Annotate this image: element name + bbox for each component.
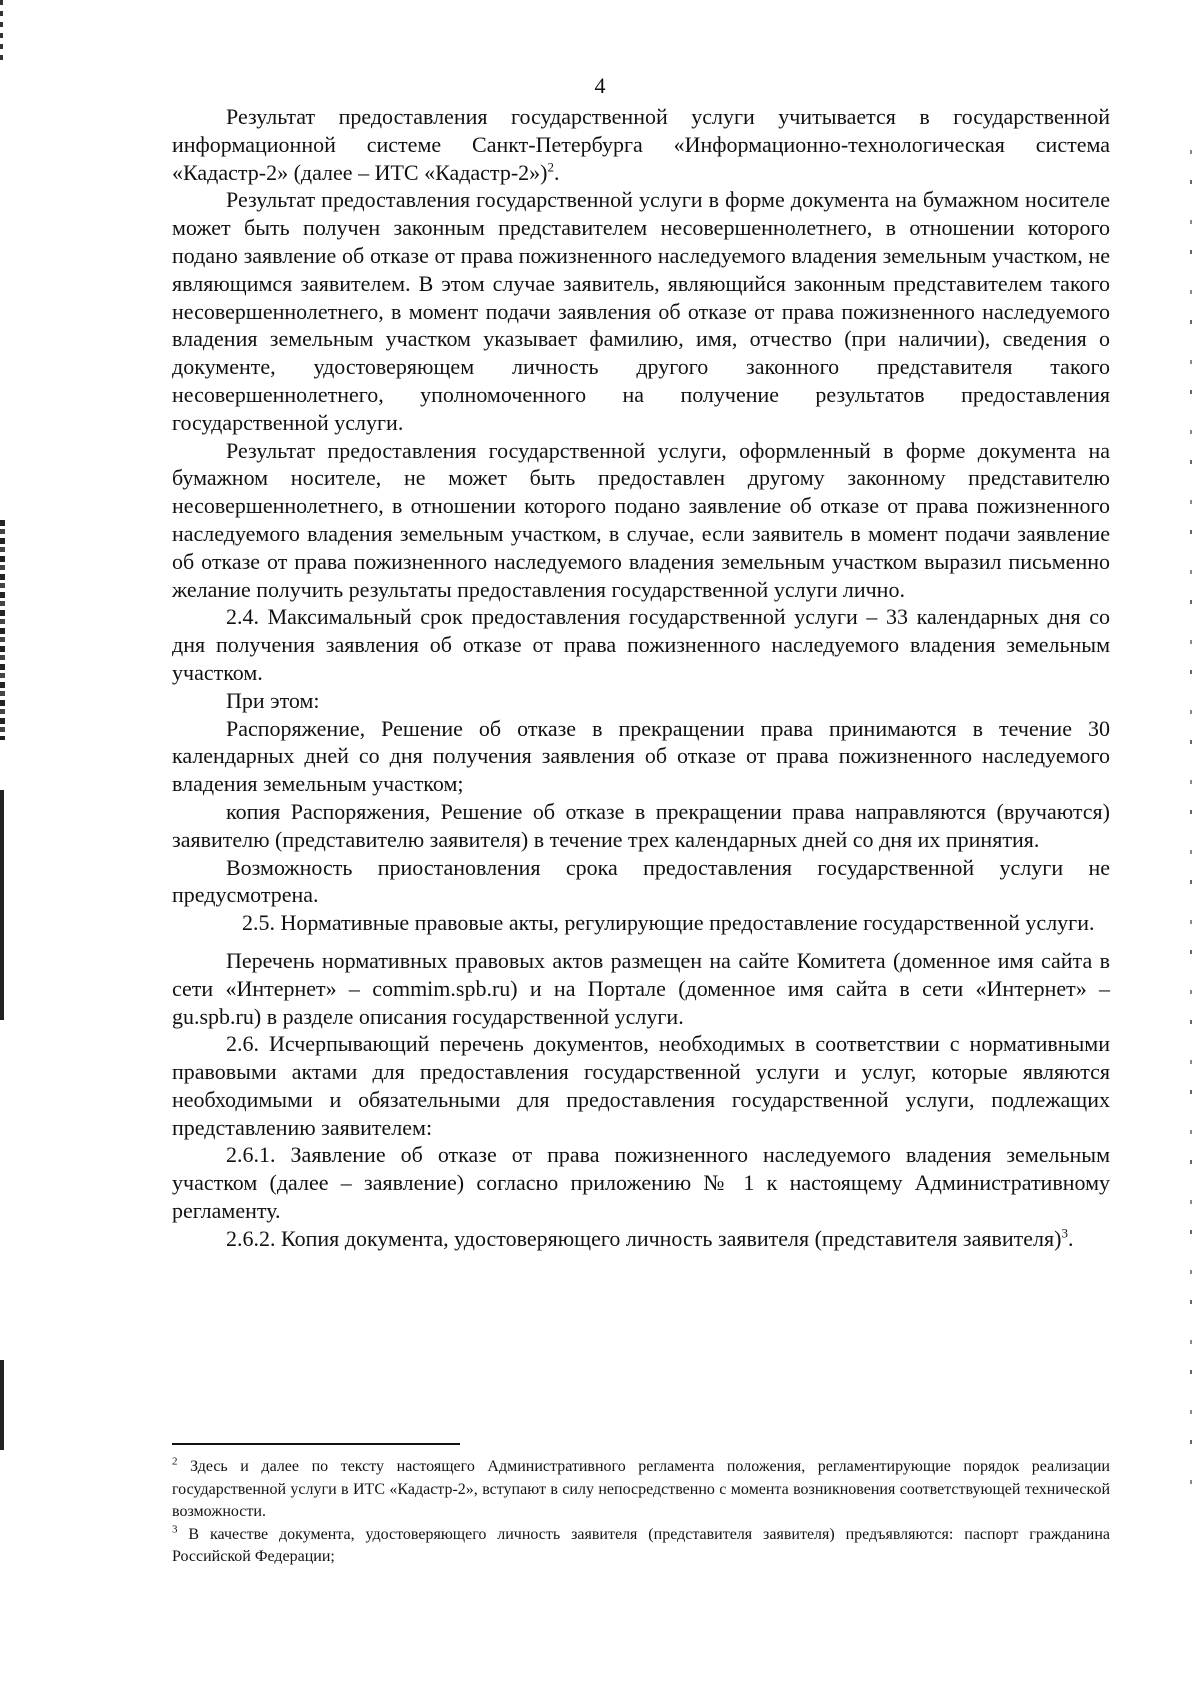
scan-artifact	[0, 790, 4, 1020]
footnote-ref: 2	[547, 159, 554, 175]
paragraph: При этом:	[226, 687, 320, 713]
footnote: $^3$ В качестве документа, удостоверяющего личность заявителя (представителя заявителя) предъявляются: паспорт гражданина Российской Федерации;	[172, 1523, 1110, 1565]
footnote: $^2$ Здесь и далее по тексту настоящего Административного регламента положения, регламентирующие порядок реализации государственной услуги в ИТС «Кадастр-2», вступают в силу непосредственно с момента возникновения соответствующей технической возможности.	[172, 1455, 1110, 1520]
paragraph: Перечень нормативных правовых актов размещен на сайте Комитета (доменное имя сайта в сети «Интернет» – commim.spb.ru) и на Портале (доменное имя сайта в сети «Интернет» – gu.spb.ru) в разделе описания государственной услуги.	[172, 947, 1110, 1029]
paragraph: 2.6.1. Заявление об отказе от права пожизненного наследуемого владения земельным участком (далее – заявление) согласно приложению № 1 к настоящему Административному регламенту.	[172, 1142, 1110, 1224]
page-number: 4	[594, 73, 606, 98]
paragraph: Результат предоставления государственной услуги, оформленный в форме документа на бумажном носителе, не может быть предоставлен другому законному представителю несовершеннолетнего, в отношении которого подано заявление об отказе от права пожизненного наследуемого владения земельным участком, в случае, если заявитель в момент подачи заявление об отказе от права пожизненного наследуемого владения земельным участком выразил письменно желание получить результаты предоставления государственной услуги лично.	[172, 437, 1110, 602]
section-heading: 2.5. Нормативные правовые акты, регулирующие предоставление государственной услуги.	[242, 910, 1095, 936]
body-text	[172, 103, 1110, 1253]
footnote-ref: 3	[1061, 1225, 1068, 1241]
paragraph: 2.4. Максимальный срок предоставления государственной услуги – 33 календарных дня со дня получения заявления об отказе от права пожизненного наследуемого владения земельным участком.	[172, 604, 1110, 685]
scan-artifact	[0, 520, 5, 740]
paragraph: 2.6.2. Копия документа, удостоверяющего личность заявителя (представителя заявителя)$^3$.	[226, 1225, 1074, 1251]
scan-artifact	[0, 1360, 4, 1450]
scan-artifact	[1190, 150, 1192, 1500]
paragraph: Распоряжение, Решение об отказе в прекращении права принимаются в течение 30 календарных дней со дня получения заявления об отказе от права пожизненного наследуемого владения земельным участком;	[172, 715, 1110, 797]
paragraph: копия Распоряжения, Решение об отказе в прекращении права направляются (вручаются) заявителю (представителю заявителя) в течение трех календарных дней со дня их принятия.	[172, 798, 1110, 852]
paragraph: Результат предоставления государственной услуги учитывается в государственной информационной системе Санкт-Петербурга «Информационно-технологическая система «Кадастр-2» (далее – ИТС «Кадастр-2»)$^2$.	[172, 104, 1110, 185]
footnote-separator	[172, 1443, 460, 1445]
paragraph: Возможность приостановления срока предоставления государственной услуги не предусмотрена.	[172, 854, 1110, 908]
section-heading: 2.6. Исчерпывающий перечень документов, необходимых в соответствии с нормативными правовыми актами для предоставления государственной услуги и услуг, которые являются необходимыми и обязательными для предоставления государственной услуги, подлежащих представлению заявителем:	[172, 1031, 1110, 1140]
footnotes	[172, 1456, 1110, 1569]
scan-artifact	[0, 0, 3, 60]
paragraph: Результат предоставления государственной услуги в форме документа на бумажном носителе может быть получен законным представителем несовершеннолетнего, в отношении которого подано заявление об отказе от права пожизненного наследуемого владения земельным участком, не являющимся заявителем. В этом случае заявитель, являющийся законным представителем такого несовершеннолетнего, в момент подачи заявления об отказе от права пожизненного наследуемого владения земельным участком указывает фамилию, имя, отчество (при наличии), сведения о документе, удостоверяющем личность другого законного представителя такого несовершеннолетнего, уполномоченного на получение результатов предоставления государственной услуги.	[172, 187, 1110, 435]
